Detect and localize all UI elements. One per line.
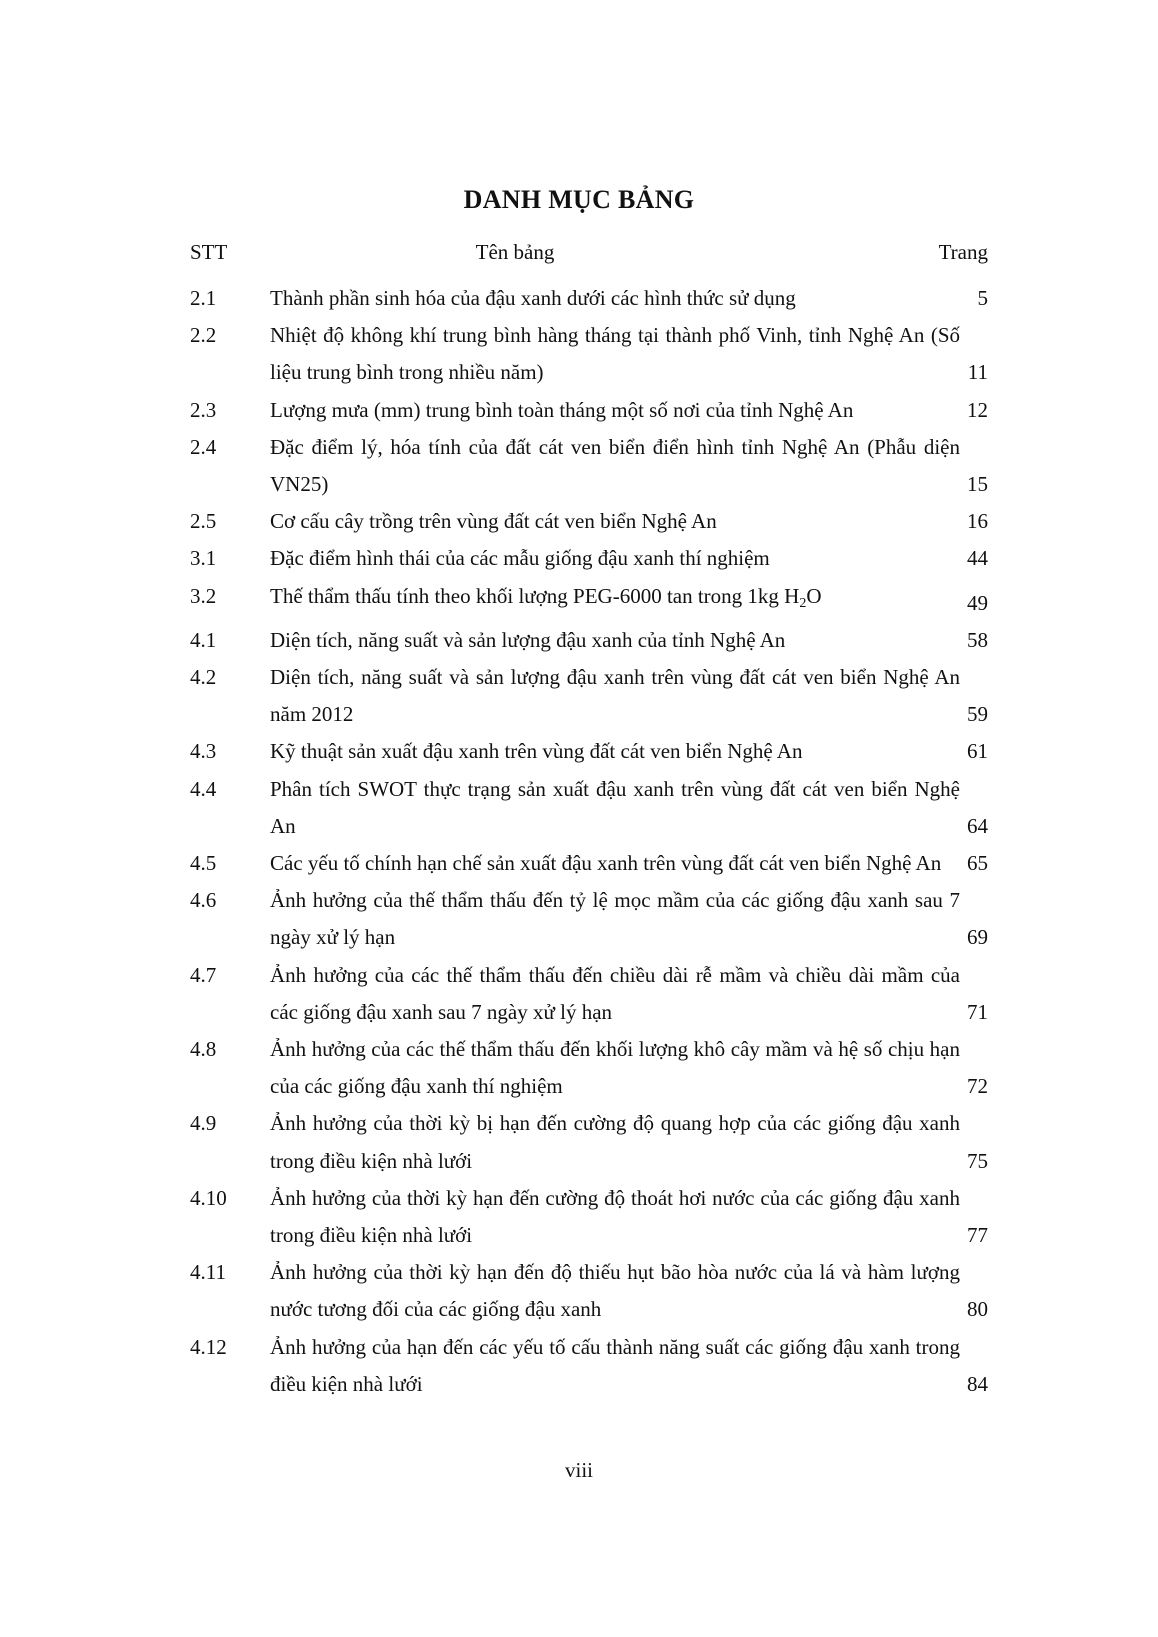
item-title: Diện tích, năng suất và sản lượng đậu xanh trên vùng đất cát ven biển Nghệ An năm 2012 bbox=[270, 665, 960, 727]
item-title: Kỹ thuật sản xuất đậu xanh trên vùng đất cát ven biển Nghệ An bbox=[270, 739, 803, 764]
list-item bbox=[0, 771, 1158, 845]
item-page: 15 bbox=[967, 472, 988, 497]
list-item bbox=[0, 622, 1158, 659]
item-title: Ảnh hưởng của các thế thẩm thấu đến khối lượng khô cây mầm và hệ số chịu hạn của các giống đậu xanh thí nghiệm bbox=[270, 1037, 960, 1099]
item-title: Ảnh hưởng của thời kỳ hạn đến độ thiếu hụt bão hòa nước của lá và hàm lượng nước tương đối của các giống đậu xanh bbox=[270, 1260, 960, 1322]
list-item bbox=[0, 429, 1158, 503]
item-title: Lượng mưa (mm) trung bình toàn tháng một số nơi của tỉnh Nghệ An bbox=[270, 397, 854, 422]
list-item bbox=[0, 317, 1158, 391]
item-page: 16 bbox=[967, 509, 988, 534]
item-page: 72 bbox=[967, 1074, 988, 1099]
item-number: 4.4 bbox=[190, 776, 217, 801]
item-number: 4.1 bbox=[190, 627, 217, 652]
item-number: 2.2 bbox=[190, 323, 217, 348]
subscript-text: 2 bbox=[799, 595, 807, 611]
table-list bbox=[0, 280, 1158, 1403]
list-item bbox=[0, 503, 1158, 540]
item-number: 3.2 bbox=[190, 583, 217, 608]
item-page: 5 bbox=[977, 286, 988, 310]
list-item bbox=[0, 1031, 1158, 1105]
item-number: 4.9 bbox=[190, 1111, 217, 1136]
item-title-suffix: O bbox=[806, 583, 822, 608]
item-number: 2.3 bbox=[190, 397, 217, 422]
item-number: 4.11 bbox=[190, 1260, 226, 1285]
list-item bbox=[0, 1254, 1158, 1328]
item-title: Thành phần sinh hóa của đậu xanh dưới các hình thức sử dụng bbox=[270, 286, 796, 310]
item-number: 4.6 bbox=[190, 888, 217, 913]
item-title: Đặc điểm hình thái của các mẫu giống đậu xanh thí nghiệm bbox=[270, 546, 770, 571]
item-number: 4.2 bbox=[190, 665, 217, 690]
item-page: 44 bbox=[967, 546, 988, 571]
item-page: 80 bbox=[967, 1297, 988, 1322]
header-page: Trang bbox=[938, 240, 988, 264]
item-page: 59 bbox=[967, 702, 988, 727]
item-number: 4.12 bbox=[190, 1334, 227, 1359]
item-title-text: Thế thẩm thấu tính theo khối lượng PEG-6000 tan trong 1kg H bbox=[270, 583, 800, 608]
list-item bbox=[0, 1329, 1158, 1403]
item-title: Diện tích, năng suất và sản lượng đậu xanh của tỉnh Nghệ An bbox=[270, 627, 786, 652]
item-number: 2.4 bbox=[190, 434, 217, 459]
item-number: 2.1 bbox=[190, 286, 217, 310]
item-number: 4.5 bbox=[190, 851, 217, 876]
item-page: 75 bbox=[967, 1148, 988, 1173]
list-item bbox=[0, 280, 1158, 317]
item-title bbox=[270, 578, 960, 622]
list-item bbox=[0, 392, 1158, 429]
item-page: 77 bbox=[967, 1223, 988, 1248]
table-header bbox=[0, 240, 1158, 266]
item-page: 84 bbox=[967, 1371, 988, 1396]
list-item bbox=[0, 882, 1158, 956]
list-item bbox=[0, 957, 1158, 1031]
item-title: Phân tích SWOT thực trạng sản xuất đậu xanh trên vùng đất cát ven biển Nghệ An bbox=[270, 776, 960, 838]
item-number: 2.5 bbox=[190, 509, 217, 534]
list-item bbox=[0, 845, 1158, 882]
item-page: 61 bbox=[967, 739, 988, 764]
list-item bbox=[0, 1180, 1158, 1254]
item-title: Cơ cấu cây trồng trên vùng đất cát ven biển Nghệ An bbox=[270, 509, 717, 534]
item-title: Ảnh hưởng của các thế thẩm thấu đến chiều dài rễ mầm và chiều dài mầm của các giống đậu xanh sau 7 ngày xử lý hạn bbox=[270, 962, 960, 1024]
item-title: Nhiệt độ không khí trung bình hàng tháng tại thành phố Vinh, tỉnh Nghệ An (Số liệu trung bình trong nhiều năm) bbox=[270, 323, 960, 385]
item-number: 4.8 bbox=[190, 1037, 217, 1062]
item-page: 71 bbox=[967, 999, 988, 1024]
item-title: Ảnh hưởng của thời kỳ bị hạn đến cường độ quang hợp của các giống đậu xanh trong điều kiện nhà lưới bbox=[270, 1111, 960, 1173]
item-title: Ảnh hưởng của thế thẩm thấu đến tỷ lệ mọc mầm của các giống đậu xanh sau 7 ngày xử lý hạn bbox=[270, 888, 960, 950]
list-item bbox=[0, 733, 1158, 770]
list-item bbox=[0, 578, 1158, 622]
item-page: 58 bbox=[967, 627, 988, 652]
item-page: 11 bbox=[967, 360, 988, 385]
header-stt: STT bbox=[190, 240, 228, 264]
item-page: 64 bbox=[967, 813, 988, 838]
page-number: viii bbox=[564, 1458, 593, 1482]
item-page: 12 bbox=[967, 397, 988, 422]
item-title: Ảnh hưởng của hạn đến các yếu tố cấu thành năng suất các giống đậu xanh trong điều kiện nhà lưới bbox=[270, 1334, 960, 1396]
page-title: DANH MỤC BẢNG bbox=[463, 185, 695, 214]
item-number: 4.10 bbox=[190, 1185, 227, 1210]
item-number: 4.3 bbox=[190, 739, 217, 764]
item-title: Ảnh hưởng của thời kỳ hạn đến cường độ thoát hơi nước của các giống đậu xanh trong điều kiện nhà lưới bbox=[270, 1185, 960, 1248]
header-name: Tên bảng bbox=[475, 240, 555, 264]
item-page: 65 bbox=[967, 851, 988, 876]
list-item bbox=[0, 659, 1158, 733]
item-title: Đặc điểm lý, hóa tính của đất cát ven biển điển hình tỉnh Nghệ An (Phẫu diện VN25) bbox=[270, 434, 960, 497]
item-page: 49 bbox=[967, 590, 988, 615]
item-number: 4.7 bbox=[190, 962, 217, 987]
list-item bbox=[0, 1105, 1158, 1179]
list-item bbox=[0, 540, 1158, 577]
item-page: 69 bbox=[967, 925, 988, 950]
item-number: 3.1 bbox=[190, 546, 217, 571]
item-title: Các yếu tố chính hạn chế sản xuất đậu xanh trên vùng đất cát ven biển Nghệ An bbox=[270, 851, 942, 876]
